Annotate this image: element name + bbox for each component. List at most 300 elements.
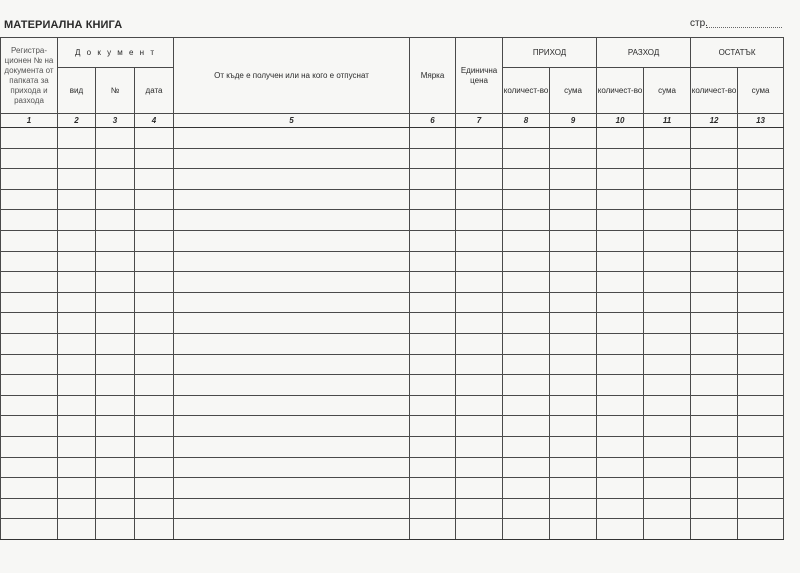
table-cell[interactable] (1, 272, 58, 293)
table-cell[interactable] (410, 272, 456, 293)
table-cell[interactable] (174, 148, 410, 169)
table-cell[interactable] (597, 189, 644, 210)
table-cell[interactable] (96, 230, 135, 251)
header-balance: ОСТАТЪК (691, 38, 784, 68)
table-cell[interactable] (503, 519, 550, 540)
table-cell[interactable] (456, 333, 503, 354)
table-cell[interactable] (410, 210, 456, 231)
table-cell[interactable] (174, 292, 410, 313)
table-cell[interactable] (503, 210, 550, 231)
table-cell[interactable] (550, 519, 597, 540)
table-cell[interactable] (96, 210, 135, 231)
table-cell[interactable] (503, 416, 550, 437)
table-cell[interactable] (410, 292, 456, 313)
table-cell[interactable] (174, 519, 410, 540)
table-cell[interactable] (1, 457, 58, 478)
table-cell[interactable] (410, 436, 456, 457)
table-cell[interactable] (456, 416, 503, 437)
table-cell[interactable] (174, 210, 410, 231)
table-cell[interactable] (597, 395, 644, 416)
table-cell[interactable] (58, 210, 96, 231)
table-cell[interactable] (597, 313, 644, 334)
table-cell[interactable] (174, 478, 410, 499)
table-cell[interactable] (1, 416, 58, 437)
table-cell[interactable] (96, 251, 135, 272)
header-balance-amount: сума (738, 68, 784, 114)
table-cell[interactable] (456, 189, 503, 210)
table-cell[interactable] (503, 436, 550, 457)
table-cell[interactable] (691, 375, 738, 396)
table-cell[interactable] (1, 375, 58, 396)
table-cell[interactable] (644, 148, 691, 169)
table-cell[interactable] (96, 148, 135, 169)
table-cell[interactable] (691, 395, 738, 416)
table-row (1, 457, 784, 478)
table-cell[interactable] (691, 313, 738, 334)
table-cell[interactable] (96, 519, 135, 540)
table-cell[interactable] (410, 169, 456, 190)
table-cell[interactable] (135, 354, 174, 375)
table-cell[interactable] (644, 251, 691, 272)
table-cell[interactable] (456, 251, 503, 272)
ledger-table (0, 37, 784, 540)
table-cell[interactable] (96, 292, 135, 313)
table-cell[interactable] (1, 148, 58, 169)
table-row (1, 519, 784, 540)
table-cell[interactable] (597, 128, 644, 149)
table-cell[interactable] (96, 416, 135, 437)
table-cell[interactable] (1, 128, 58, 149)
table-cell[interactable] (174, 230, 410, 251)
table-cell[interactable] (738, 436, 784, 457)
table-cell[interactable] (691, 251, 738, 272)
table-cell[interactable] (738, 478, 784, 499)
table-cell[interactable] (135, 436, 174, 457)
table-cell[interactable] (58, 498, 96, 519)
table-cell[interactable] (174, 251, 410, 272)
table-cell[interactable] (550, 395, 597, 416)
table-cell[interactable] (456, 169, 503, 190)
table-cell[interactable] (456, 210, 503, 231)
table-cell[interactable] (644, 498, 691, 519)
table-cell[interactable] (96, 436, 135, 457)
table-cell[interactable] (644, 375, 691, 396)
table-cell[interactable] (135, 519, 174, 540)
table-cell[interactable] (503, 148, 550, 169)
table-cell[interactable] (503, 169, 550, 190)
table-cell[interactable] (691, 189, 738, 210)
column-number: 4 (135, 114, 174, 128)
table-cell[interactable] (550, 148, 597, 169)
table-cell[interactable] (96, 272, 135, 293)
table-cell[interactable] (691, 169, 738, 190)
table-cell[interactable] (1, 292, 58, 313)
table-cell[interactable] (597, 354, 644, 375)
table-row (1, 210, 784, 231)
table-cell[interactable] (135, 210, 174, 231)
header-registration: Регистра-ционен № на документа от папката за прихода и разхода (1, 38, 58, 114)
table-cell[interactable] (691, 210, 738, 231)
table-cell[interactable] (644, 210, 691, 231)
table-cell[interactable] (410, 189, 456, 210)
table-row (1, 395, 784, 416)
table-cell[interactable] (691, 128, 738, 149)
table-cell[interactable] (174, 436, 410, 457)
table-cell[interactable] (410, 478, 456, 499)
table-cell[interactable] (691, 333, 738, 354)
table-cell[interactable] (135, 416, 174, 437)
table-cell[interactable] (503, 292, 550, 313)
table-cell[interactable] (410, 148, 456, 169)
table-cell[interactable] (410, 457, 456, 478)
table-cell[interactable] (174, 395, 410, 416)
table-cell[interactable] (456, 313, 503, 334)
table-cell[interactable] (135, 375, 174, 396)
table-cell[interactable] (96, 313, 135, 334)
table-cell[interactable] (550, 313, 597, 334)
table-cell[interactable] (1, 230, 58, 251)
table-cell[interactable] (503, 251, 550, 272)
table-cell[interactable] (550, 436, 597, 457)
table-cell[interactable] (691, 519, 738, 540)
table-cell[interactable] (58, 519, 96, 540)
table-cell[interactable] (456, 478, 503, 499)
column-number: 11 (644, 114, 691, 128)
table-cell[interactable] (1, 436, 58, 457)
table-cell[interactable] (58, 189, 96, 210)
table-cell[interactable] (58, 169, 96, 190)
table-cell[interactable] (1, 354, 58, 375)
table-cell[interactable] (174, 457, 410, 478)
table-cell[interactable] (691, 457, 738, 478)
table-cell[interactable] (644, 272, 691, 293)
table-cell[interactable] (58, 457, 96, 478)
table-cell[interactable] (597, 292, 644, 313)
table-cell[interactable] (456, 230, 503, 251)
table-cell[interactable] (96, 498, 135, 519)
table-cell[interactable] (644, 416, 691, 437)
table-cell[interactable] (738, 292, 784, 313)
table-cell[interactable] (597, 230, 644, 251)
table-cell[interactable] (738, 251, 784, 272)
table-cell[interactable] (135, 251, 174, 272)
table-cell[interactable] (1, 519, 58, 540)
column-number: 1 (1, 114, 58, 128)
table-cell[interactable] (550, 128, 597, 149)
table-cell[interactable] (503, 313, 550, 334)
table-cell[interactable] (597, 169, 644, 190)
header-unit-price: Единична цена (456, 38, 503, 114)
table-row (1, 189, 784, 210)
table-cell[interactable] (550, 230, 597, 251)
table-cell[interactable] (135, 128, 174, 149)
table-cell[interactable] (58, 333, 96, 354)
table-cell[interactable] (503, 395, 550, 416)
table-cell[interactable] (503, 128, 550, 149)
table-cell[interactable] (550, 272, 597, 293)
table-cell[interactable] (503, 498, 550, 519)
table-cell[interactable] (597, 272, 644, 293)
table-cell[interactable] (738, 333, 784, 354)
table-cell[interactable] (174, 128, 410, 149)
table-cell[interactable] (644, 189, 691, 210)
column-number: 13 (738, 114, 784, 128)
table-cell[interactable] (503, 230, 550, 251)
table-cell[interactable] (456, 354, 503, 375)
table-cell[interactable] (1, 498, 58, 519)
table-cell[interactable] (550, 457, 597, 478)
table-cell[interactable] (550, 210, 597, 231)
table-cell[interactable] (644, 230, 691, 251)
table-cell[interactable] (738, 230, 784, 251)
book-title: МАТЕРИАЛНА КНИГА (4, 19, 123, 31)
table-cell[interactable] (135, 169, 174, 190)
table-cell[interactable] (503, 189, 550, 210)
table-cell[interactable] (58, 416, 96, 437)
table-cell[interactable] (691, 292, 738, 313)
table-cell[interactable] (174, 333, 410, 354)
column-number: 10 (597, 114, 644, 128)
table-cell[interactable] (691, 272, 738, 293)
table-cell[interactable] (1, 333, 58, 354)
table-cell[interactable] (58, 313, 96, 334)
table-cell[interactable] (597, 148, 644, 169)
table-cell[interactable] (738, 272, 784, 293)
table-cell[interactable] (550, 478, 597, 499)
table-row (1, 375, 784, 396)
table-cell[interactable] (135, 498, 174, 519)
table-row (1, 148, 784, 169)
table-cell[interactable] (738, 354, 784, 375)
table-cell[interactable] (96, 478, 135, 499)
table-cell[interactable] (738, 210, 784, 231)
table-cell[interactable] (597, 436, 644, 457)
table-cell[interactable] (135, 189, 174, 210)
table-cell[interactable] (410, 519, 456, 540)
table-cell[interactable] (174, 416, 410, 437)
table-cell[interactable] (174, 313, 410, 334)
table-cell[interactable] (410, 375, 456, 396)
table-row (1, 333, 784, 354)
table-cell[interactable] (644, 436, 691, 457)
table-cell[interactable] (410, 128, 456, 149)
header-expense: РАЗХОД (597, 38, 691, 68)
table-cell[interactable] (691, 436, 738, 457)
table-cell[interactable] (738, 313, 784, 334)
table-cell[interactable] (456, 457, 503, 478)
table-cell[interactable] (644, 292, 691, 313)
column-number: 7 (456, 114, 503, 128)
table-cell[interactable] (410, 333, 456, 354)
header-income-amount: сума (550, 68, 597, 114)
table-cell[interactable] (738, 375, 784, 396)
table-cell[interactable] (738, 189, 784, 210)
table-cell[interactable] (58, 292, 96, 313)
table-cell[interactable] (58, 128, 96, 149)
table-row (1, 498, 784, 519)
table-cell[interactable] (1, 478, 58, 499)
table-cell[interactable] (174, 169, 410, 190)
table-cell[interactable] (597, 519, 644, 540)
table-cell[interactable] (1, 251, 58, 272)
table-cell[interactable] (738, 457, 784, 478)
table-cell[interactable] (644, 457, 691, 478)
table-cell[interactable] (644, 519, 691, 540)
table-cell[interactable] (550, 169, 597, 190)
table-cell[interactable] (644, 478, 691, 499)
table-cell[interactable] (456, 272, 503, 293)
table-cell[interactable] (58, 395, 96, 416)
table-cell[interactable] (550, 333, 597, 354)
table-cell[interactable] (691, 148, 738, 169)
table-cell[interactable] (644, 395, 691, 416)
table-cell[interactable] (456, 292, 503, 313)
table-cell[interactable] (597, 210, 644, 231)
table-cell[interactable] (410, 395, 456, 416)
table-cell[interactable] (456, 395, 503, 416)
table-cell[interactable] (738, 395, 784, 416)
table-cell[interactable] (410, 230, 456, 251)
table-cell[interactable] (691, 230, 738, 251)
table-row (1, 436, 784, 457)
header-from-to: От къде е получен или на кого е отпуснат (174, 38, 410, 114)
table-cell[interactable] (550, 251, 597, 272)
table-cell[interactable] (644, 313, 691, 334)
table-cell[interactable] (135, 395, 174, 416)
table-cell[interactable] (58, 230, 96, 251)
table-cell[interactable] (550, 189, 597, 210)
column-number: 6 (410, 114, 456, 128)
table-cell[interactable] (503, 333, 550, 354)
table-cell[interactable] (174, 189, 410, 210)
table-cell[interactable] (550, 375, 597, 396)
table-cell[interactable] (58, 148, 96, 169)
table-cell[interactable] (644, 128, 691, 149)
table-cell[interactable] (503, 354, 550, 375)
table-cell[interactable] (410, 313, 456, 334)
table-cell[interactable] (597, 251, 644, 272)
table-cell[interactable] (597, 457, 644, 478)
table-cell[interactable] (456, 148, 503, 169)
table-cell[interactable] (550, 416, 597, 437)
table-cell[interactable] (1, 169, 58, 190)
table-cell[interactable] (174, 375, 410, 396)
header-date: дата (135, 68, 174, 114)
table-cell[interactable] (738, 128, 784, 149)
header-number: № (96, 68, 135, 114)
table-cell[interactable] (96, 128, 135, 149)
table-cell[interactable] (738, 416, 784, 437)
table-cell[interactable] (456, 519, 503, 540)
table-cell[interactable] (96, 395, 135, 416)
table-cell[interactable] (644, 169, 691, 190)
table-cell[interactable] (503, 457, 550, 478)
table-cell[interactable] (135, 148, 174, 169)
table-cell[interactable] (691, 478, 738, 499)
page-number-field[interactable] (706, 27, 782, 28)
table-cell[interactable] (691, 354, 738, 375)
table-row (1, 416, 784, 437)
table-cell[interactable] (174, 498, 410, 519)
table-cell[interactable] (135, 230, 174, 251)
table-cell[interactable] (96, 354, 135, 375)
table-cell[interactable] (96, 169, 135, 190)
table-cell[interactable] (58, 354, 96, 375)
table-cell[interactable] (174, 354, 410, 375)
table-cell[interactable] (738, 498, 784, 519)
table-cell[interactable] (58, 436, 96, 457)
table-cell[interactable] (597, 478, 644, 499)
table-cell[interactable] (691, 498, 738, 519)
table-cell[interactable] (58, 375, 96, 396)
table-cell[interactable] (503, 272, 550, 293)
table-cell[interactable] (410, 498, 456, 519)
table-cell[interactable] (550, 354, 597, 375)
table-cell[interactable] (135, 333, 174, 354)
table-cell[interactable] (644, 333, 691, 354)
table-cell[interactable] (58, 251, 96, 272)
header-type: вид (58, 68, 96, 114)
table-cell[interactable] (96, 457, 135, 478)
table-cell[interactable] (456, 128, 503, 149)
table-cell[interactable] (135, 313, 174, 334)
table-cell[interactable] (597, 375, 644, 396)
table-cell[interactable] (597, 416, 644, 437)
table-cell[interactable] (1, 210, 58, 231)
table-cell[interactable] (1, 313, 58, 334)
table-cell[interactable] (135, 457, 174, 478)
table-cell[interactable] (550, 292, 597, 313)
table-cell[interactable] (550, 498, 597, 519)
table-cell[interactable] (691, 416, 738, 437)
table-cell[interactable] (58, 478, 96, 499)
column-number: 3 (96, 114, 135, 128)
table-cell[interactable] (456, 436, 503, 457)
table-row (1, 313, 784, 334)
table-cell[interactable] (174, 272, 410, 293)
ledger-body (1, 128, 784, 540)
table-cell[interactable] (135, 478, 174, 499)
table-cell[interactable] (597, 498, 644, 519)
table-cell[interactable] (410, 251, 456, 272)
table-cell[interactable] (456, 498, 503, 519)
table-cell[interactable] (597, 333, 644, 354)
table-cell[interactable] (738, 519, 784, 540)
table-cell[interactable] (96, 375, 135, 396)
table-row (1, 478, 784, 499)
table-cell[interactable] (503, 478, 550, 499)
table-cell[interactable] (503, 375, 550, 396)
header-income-quantity: количест-во (503, 68, 550, 114)
table-cell[interactable] (738, 148, 784, 169)
table-cell[interactable] (1, 395, 58, 416)
table-cell[interactable] (456, 375, 503, 396)
table-cell[interactable] (58, 272, 96, 293)
header-document: Д о к у м е н т (58, 38, 174, 68)
table-cell[interactable] (410, 416, 456, 437)
table-cell[interactable] (738, 169, 784, 190)
column-number: 2 (58, 114, 96, 128)
table-cell[interactable] (1, 189, 58, 210)
table-cell[interactable] (96, 189, 135, 210)
table-cell[interactable] (644, 354, 691, 375)
table-cell[interactable] (410, 354, 456, 375)
table-cell[interactable] (135, 272, 174, 293)
table-cell[interactable] (135, 292, 174, 313)
table-row (1, 292, 784, 313)
header-balance-quantity: количест-во (691, 68, 738, 114)
table-cell[interactable] (96, 333, 135, 354)
